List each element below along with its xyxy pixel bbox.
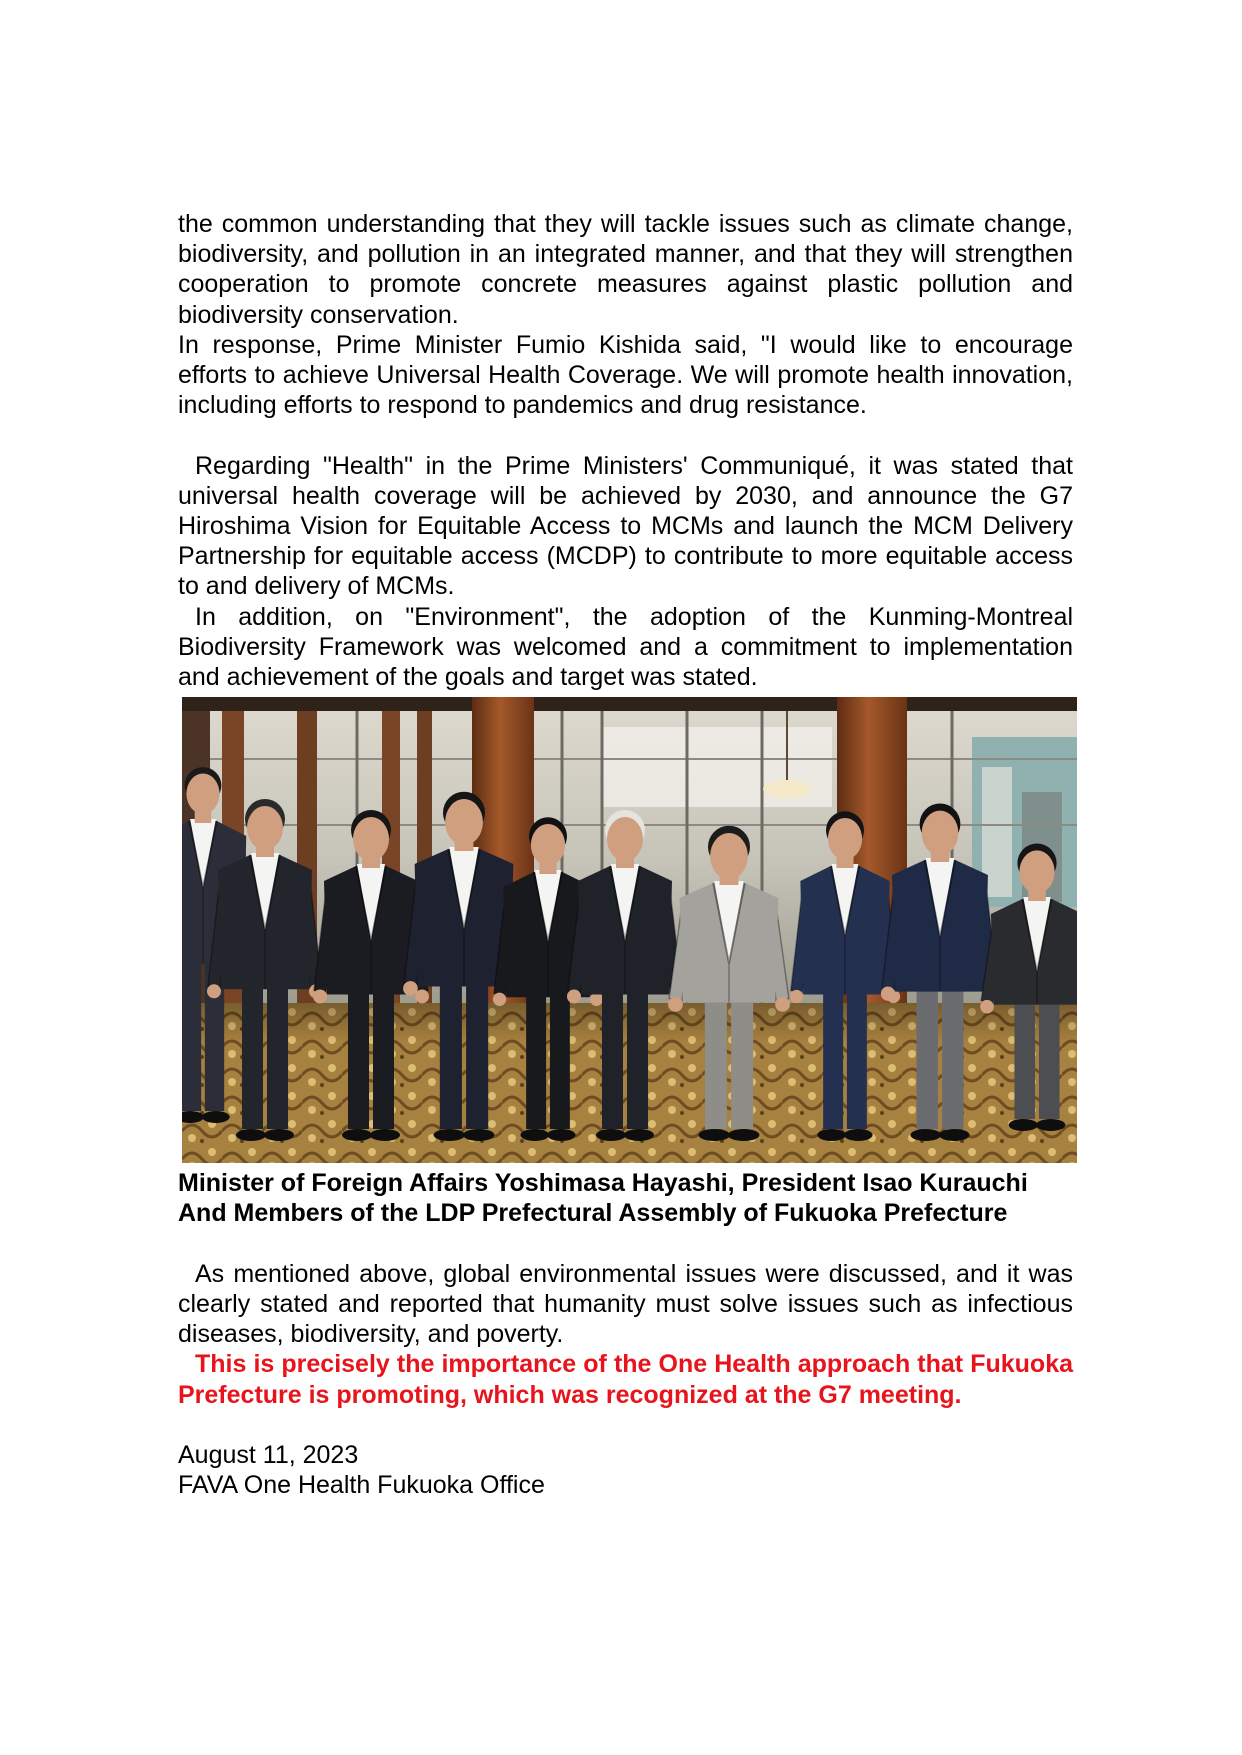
person-leg [602,983,623,1130]
person-leg [182,952,201,1111]
person-shoe [202,1111,230,1123]
person-hand [775,997,790,1012]
person-hand [493,993,506,1006]
person-shoe [342,1129,372,1141]
closing-paragraph: As mentioned above, global environmental issues were discussed, and it was clearly stated and reported that humanity must solve issues such as infectious diseases, biodiversity, and poverty. [178,1259,1073,1349]
person-shoe [910,1129,941,1141]
body-paragraph-2: In response, Prime Minister Fumio Kishida said, "I would like to encourage efforts to achieve Universal Health Coverage. We will promote health innovation, including efforts to respond to pandemics and drug resistance. [178,330,1073,420]
person-hand [668,997,683,1012]
person-leg [1039,993,1060,1119]
body-paragraph-3: Regarding "Health" in the Prime Ministers' Communiqué, it was stated that universal health coverage will be achieved by 2030, and announce the G7 Hiroshima Vision for Equitable Access to MCMs and launch the MCM Delivery Partnership for equitable access (MCDP) to contribute to more equitable access to and delivery of MCMs. [178,451,1073,601]
person-hand [790,990,803,1003]
person-shoe [1036,1119,1065,1131]
person-face [247,806,283,850]
person-hand [207,985,221,999]
photo-caption-line-1: Minister of Foreign Affairs Yoshimasa Hayashi, President Isao Kurauchi [178,1169,1028,1198]
highlight-paragraph: This is precisely the importance of the One Health approach that Fukuoka Prefecture is promoting, which was recognized at the G7 meeting. [178,1350,1073,1409]
person-leg [373,983,394,1130]
person-leg [440,975,462,1130]
person-shoe [370,1129,400,1141]
person-shoe [236,1129,266,1141]
person-face [710,833,748,879]
ceiling-lamp [763,780,811,798]
photo-caption [178,1168,1073,1228]
blank-line [178,1229,1073,1259]
person-face [1019,851,1054,894]
person-face [922,811,959,856]
person-leg [1014,993,1035,1119]
person-leg [731,991,753,1130]
blank-line [178,1410,1073,1440]
person-shoe [939,1129,970,1141]
person-leg [847,983,867,1130]
person-face [186,774,219,814]
person-shoe [624,1129,654,1141]
person-leg [267,978,288,1130]
blank-line [178,420,1073,450]
person-leg [242,978,263,1130]
person-leg [823,983,843,1130]
person-shoe [844,1129,873,1141]
person-face [828,818,862,860]
person-hand [980,1000,994,1014]
person-hand [881,987,895,1001]
signature-date: August 11, 2023 [178,1441,359,1470]
person-leg [705,991,727,1130]
person-leg [526,986,546,1130]
person-shoe [434,1129,466,1141]
person-leg [466,975,488,1130]
person-shoe [520,1129,549,1141]
body-paragraph-4: In addition, on "Environment", the adoption of the Kunming-Montreal Biodiversity Framework was welcomed and a commitment to implementation and achievement of the goals and target was stated. [178,602,1073,692]
person-face [353,817,389,861]
person-shoe [699,1129,731,1141]
person-leg [917,980,938,1129]
body-paragraph-1: the common understanding that they will tackle issues such as climate change, biodiversity, and pollution in an integrated manner, and that they will strengthen cooperation to promote concrete measures against plastic pollution and biodiversity conservation. [178,210,1073,329]
person-face [445,799,483,845]
document-page [178,209,1073,1500]
ceiling [182,697,1077,711]
person-shoe [463,1129,495,1141]
person-face [531,824,565,866]
group-photo [182,697,1077,1163]
signature-office: FAVA One Health Fukuoka Office [178,1471,545,1500]
person-shoe [728,1129,760,1141]
photo-caption-line-2: And Members of the LDP Prefectural Assembly of Fukuoka Prefecture [178,1199,1008,1228]
person-hand [313,990,327,1004]
person-hand [403,981,418,996]
person-shoe [596,1129,626,1141]
person-leg [550,986,570,1130]
person-shoe [264,1129,294,1141]
person-leg [942,980,963,1129]
person-leg [627,983,648,1130]
person-leg [348,983,369,1130]
person-shoe [547,1129,576,1141]
person-shoe [1009,1119,1038,1131]
person-face [607,817,643,861]
group-photo-image [182,697,1077,1163]
person-hand [590,993,603,1006]
person-hand [567,990,581,1004]
person-shoe [817,1129,846,1141]
